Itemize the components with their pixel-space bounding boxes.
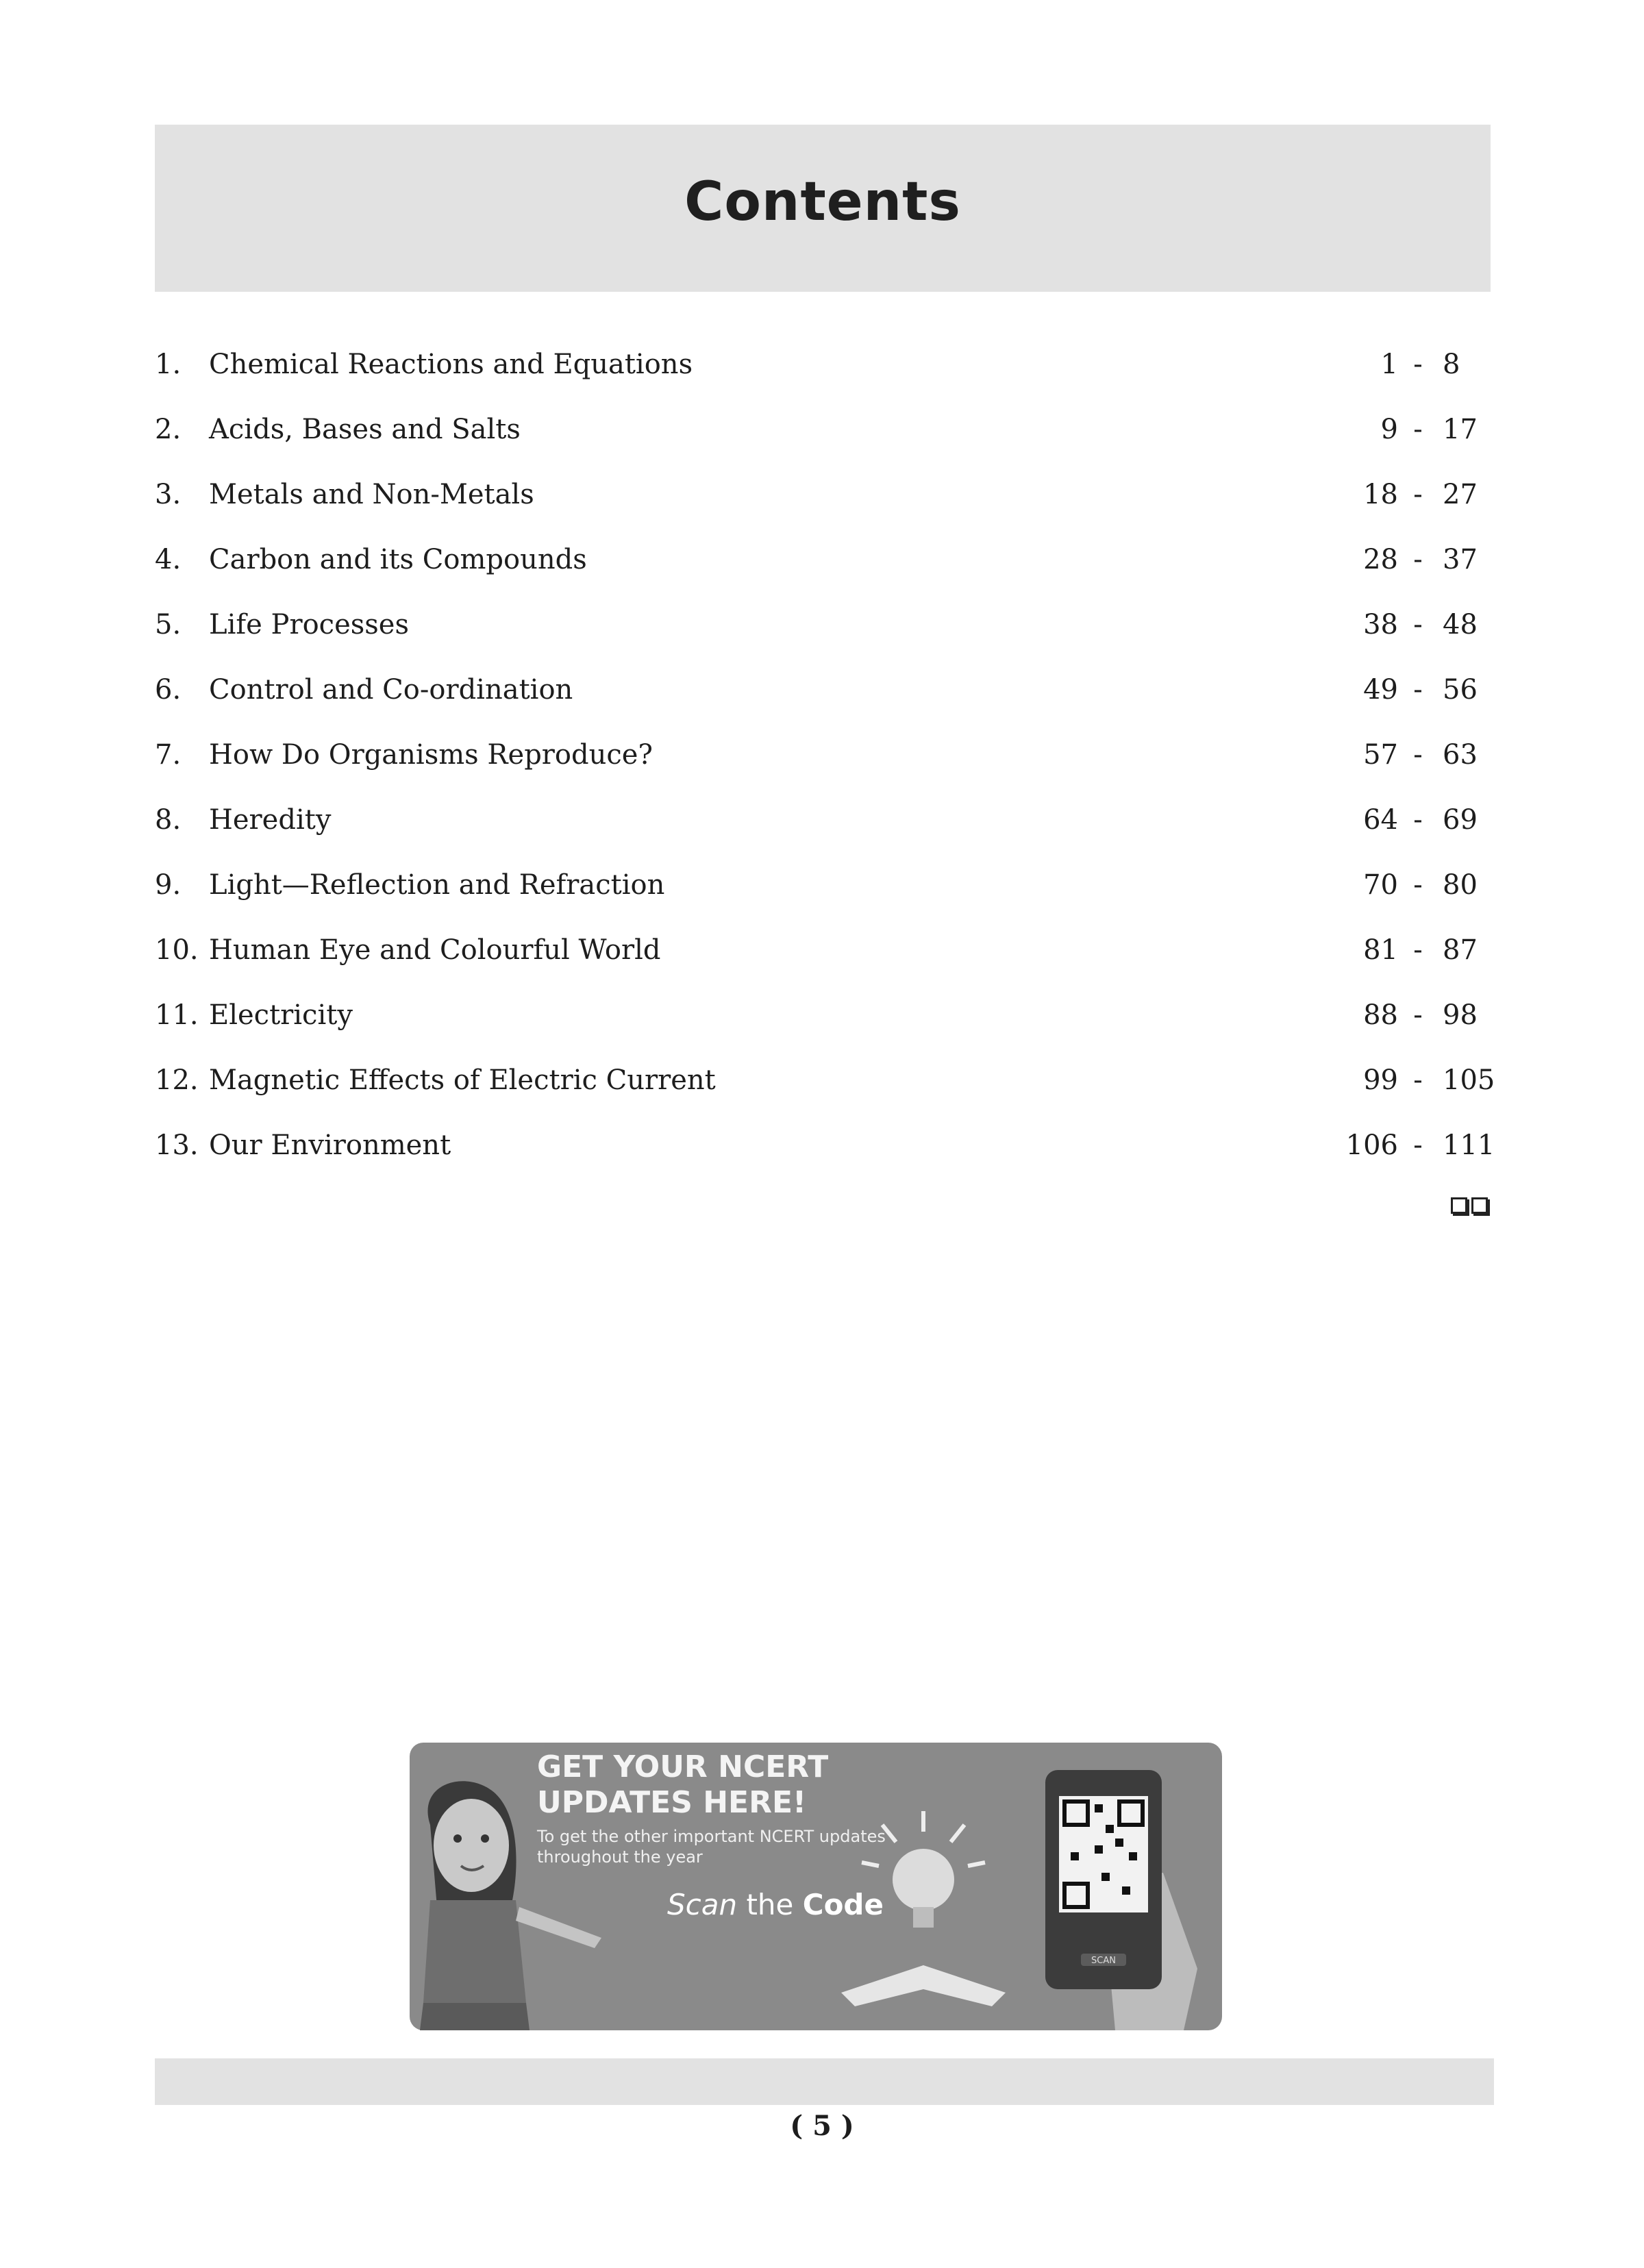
toc-page-end: 98 [1443,999,1478,1031]
banner-headline-line1: GET YOUR NCERT [537,1749,829,1784]
toc-chapter-number: 3. [155,479,182,510]
toc-page-start: 99 [1363,1064,1398,1096]
toc-chapter-title: Electricity [209,999,353,1031]
toc-row[interactable] [155,795,1491,860]
toc-page-end: 69 [1443,804,1478,836]
toc-row[interactable] [155,534,1491,599]
page-number: ( 5 ) [790,2110,854,2142]
toc-page-separator: - [1413,414,1423,445]
toc-page-start: 64 [1363,804,1398,836]
toc-row[interactable] [155,730,1491,795]
toc-page-end: 80 [1443,869,1478,901]
toc-chapter-number: 13. [155,1130,199,1161]
toc-page-end: 87 [1443,934,1478,966]
toc-page-separator: - [1413,479,1423,510]
toc-chapter-number: 6. [155,674,182,706]
open-book-icon [841,1965,1006,2006]
title-band [155,125,1491,292]
toc-chapter-title: Magnetic Effects of Electric Current [209,1064,716,1096]
toc-chapter-number: 9. [155,869,182,901]
toc-chapter-title: Our Environment [209,1130,451,1161]
table-of-contents [155,339,1495,1185]
the-word: the [737,1888,803,1921]
toc-row[interactable] [155,599,1491,664]
toc-page-end: 63 [1443,739,1478,771]
page-title: Contents [684,171,961,233]
banner-headline [537,1749,948,1821]
toc-page-separator: - [1413,1064,1423,1096]
toc-page-separator: - [1413,349,1423,380]
toc-chapter-number: 7. [155,739,182,771]
end-of-section-marks [1447,1197,1488,1218]
toc-page-end: 27 [1443,479,1478,510]
toc-chapter-title: Control and Co-ordination [209,674,573,706]
scan-word: Scan [667,1888,738,1921]
toc-chapter-number: 4. [155,544,182,575]
toc-page-start: 18 [1363,479,1398,510]
toc-chapter-number: 5. [155,609,182,640]
toc-page-separator: - [1413,934,1423,966]
toc-row[interactable] [155,990,1491,1055]
toc-page-end: 111 [1443,1130,1495,1161]
toc-row[interactable] [155,925,1491,990]
toc-chapter-title: Chemical Reactions and Equations [209,349,693,380]
toc-page-start: 88 [1363,999,1398,1031]
toc-row[interactable] [155,1120,1495,1185]
toc-chapter-number: 1. [155,349,182,380]
toc-chapter-title: How Do Organisms Reproduce? [209,739,653,771]
toc-chapter-title: Life Processes [209,609,409,640]
toc-page-separator: - [1413,804,1423,836]
toc-chapter-number: 11. [155,999,199,1031]
toc-page-end: 105 [1443,1064,1495,1096]
code-word: Code [802,1888,884,1921]
toc-page-end: 56 [1443,674,1478,706]
toc-chapter-title: Light—Reflection and Refraction [209,869,665,901]
toc-row[interactable] [155,860,1491,925]
toc-row[interactable] [155,664,1491,730]
toc-page-separator: - [1413,1130,1423,1161]
banner-headline-line2: UPDATES HERE! [537,1785,807,1820]
toc-page-separator: - [1413,869,1423,901]
scan-the-code-label [667,1888,884,1921]
toc-page-start: 106 [1345,1130,1398,1161]
toc-chapter-number: 2. [155,414,182,445]
toc-chapter-number: 10. [155,934,199,966]
square-mark-icon [1471,1197,1488,1214]
ncert-updates-banner[interactable] [410,1743,1222,2030]
toc-page-start: 38 [1363,609,1398,640]
toc-page-start: 28 [1363,544,1398,575]
toc-chapter-title: Carbon and its Compounds [209,544,587,575]
toc-page-end: 8 [1443,349,1460,380]
toc-chapter-title: Human Eye and Colourful World [209,934,661,966]
toc-page-end: 17 [1443,414,1478,445]
toc-row[interactable] [155,339,1491,404]
toc-chapter-title: Metals and Non-Metals [209,479,534,510]
toc-page-start: 57 [1363,739,1398,771]
toc-page-start: 9 [1380,414,1398,445]
toc-chapter-title: Heredity [209,804,332,836]
toc-page-separator: - [1413,674,1423,706]
toc-page-end: 37 [1443,544,1478,575]
toc-page-separator: - [1413,739,1423,771]
toc-page-separator: - [1413,999,1423,1031]
toc-row[interactable] [155,404,1491,469]
toc-chapter-number: 8. [155,804,182,836]
toc-chapter-title: Acids, Bases and Salts [209,414,521,445]
banner-subtext: To get the other important NCERT updates throughout the year [537,1827,886,1867]
toc-page-separator: - [1413,609,1423,640]
footer-band [155,2058,1494,2105]
toc-page-end: 48 [1443,609,1478,640]
toc-row[interactable] [155,469,1491,534]
toc-page-start: 49 [1363,674,1398,706]
toc-page-separator: - [1413,544,1423,575]
phone-scan-label: SCAN [1091,1956,1116,1966]
toc-row[interactable] [155,1055,1495,1120]
phone-qr-icon [1045,1770,1197,2030]
square-mark-icon [1451,1197,1467,1214]
toc-page-start: 81 [1363,934,1398,966]
toc-page-start: 70 [1363,869,1398,901]
toc-chapter-number: 12. [155,1064,199,1096]
toc-page-start: 1 [1380,349,1398,380]
